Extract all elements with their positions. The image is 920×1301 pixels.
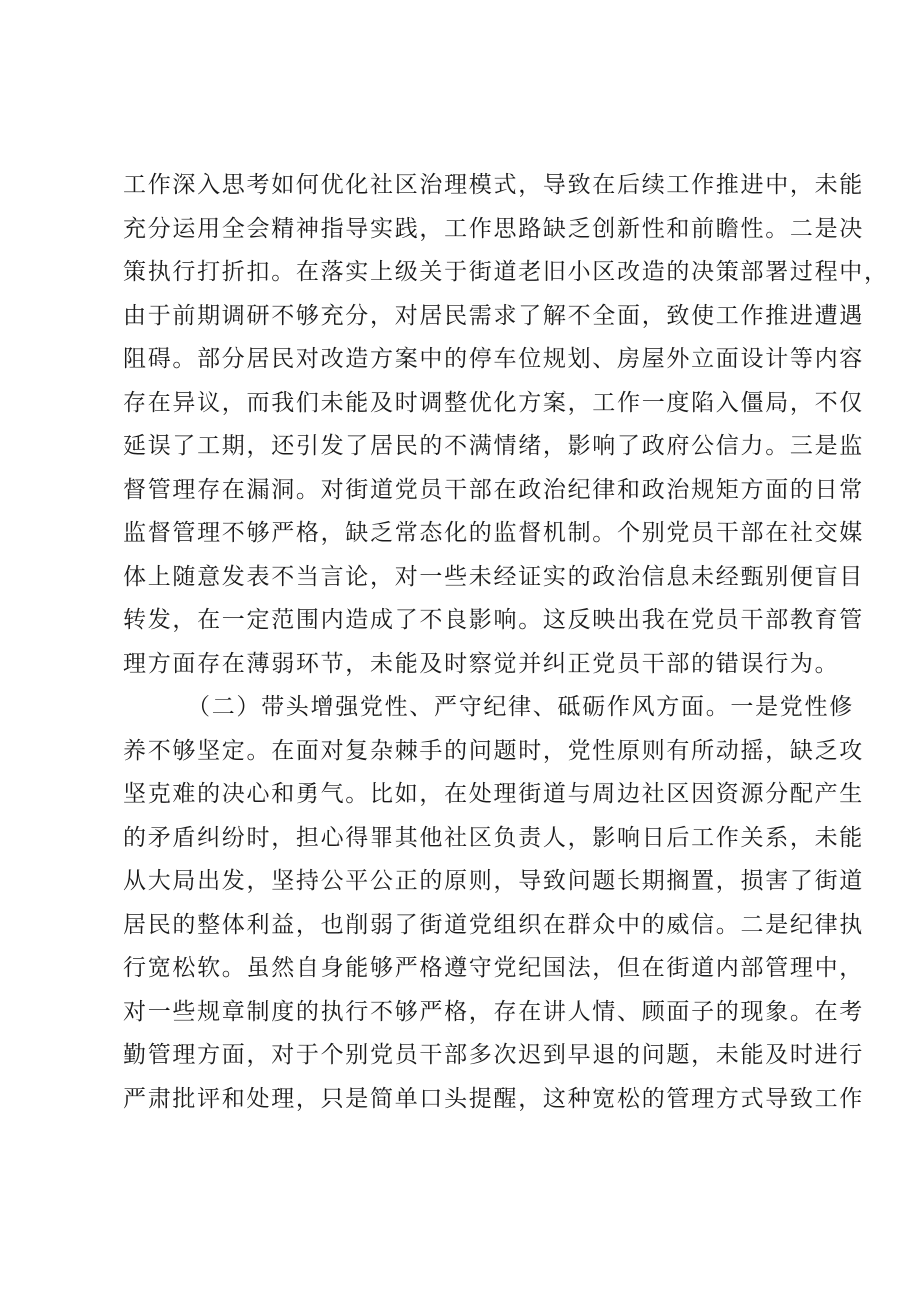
text-line: 理方面存在薄弱环节，未能及时察觉并纠正党员干部的错误行为。 bbox=[123, 650, 840, 677]
text-line: 严肃批评和处理，只是简单口头提醒，这种宽松的管理方式导致工作 bbox=[123, 1085, 864, 1112]
text-line: 养不够坚定。在面对复杂棘手的问题时，党性原则有所动摇，缺乏攻 bbox=[123, 737, 864, 764]
text-line: 从大局出发，坚持公平公正的原则，导致问题长期搁置，损害了街道 bbox=[123, 868, 864, 894]
text-line: 坚克难的决心和勇气。比如，在处理街道与周边社区因资源分配产生 bbox=[123, 781, 864, 807]
section-heading-line: （二）带头增强党性、严守纪律、砥砺作风方面。一是党性修 bbox=[187, 694, 854, 720]
text-line: 延误了工期，还引发了居民的不满情绪，影响了政府公信力。三是监 bbox=[123, 433, 864, 459]
text-line: 的矛盾纠纷时，担心得罪其他社区负责人，影响日后工作关系，未能 bbox=[123, 824, 864, 851]
text-line: 勤管理方面，对于个别党员干部多次迟到早退的问题，未能及时进行 bbox=[123, 1042, 864, 1068]
text-line: 督管理存在漏洞。对街道党员干部在政治纪律和政治规矩方面的日常 bbox=[123, 476, 864, 503]
text-line: 监督管理不够严格，缺乏常态化的监督机制。个别党员干部在社交媒 bbox=[123, 520, 864, 546]
text-line: 体上随意发表不当言论，对一些未经证实的政治信息未经甄别便盲目 bbox=[123, 563, 864, 590]
text-line: 由于前期调研不够充分，对居民需求了解不全面，致使工作推进遭遇 bbox=[123, 302, 864, 329]
text-line: 阻碍。部分居民对改造方案中的停车位规划、房屋外立面设计等内容 bbox=[123, 346, 864, 372]
text-line: 充分运用全会精神指导实践，工作思路缺乏创新性和前瞻性。二是决 bbox=[123, 215, 864, 242]
text-line: 工作深入思考如何优化社区治理模式，导致在后续工作推进中，未能 bbox=[123, 172, 864, 198]
text-line: 对一些规章制度的执行不够严格，存在讲人情、顾面子的现象。在考 bbox=[123, 998, 864, 1025]
text-line: 居民的整体利益，也削弱了街道党组织在群众中的威信。二是纪律执 bbox=[123, 911, 864, 938]
text-line: 策执行打折扣。在落实上级关于街道老旧小区改造的决策部署过程中， bbox=[123, 259, 889, 285]
text-line: 存在异议，而我们未能及时调整优化方案，工作一度陷入僵局，不仅 bbox=[123, 389, 864, 416]
text-line: 转发，在一定范围内造成了不良影响。这反映出我在党员干部教育管 bbox=[123, 607, 864, 633]
document-body bbox=[123, 164, 889, 1121]
text-line: 行宽松软。虽然自身能够严格遵守党纪国法，但在街道内部管理中， bbox=[123, 955, 864, 981]
